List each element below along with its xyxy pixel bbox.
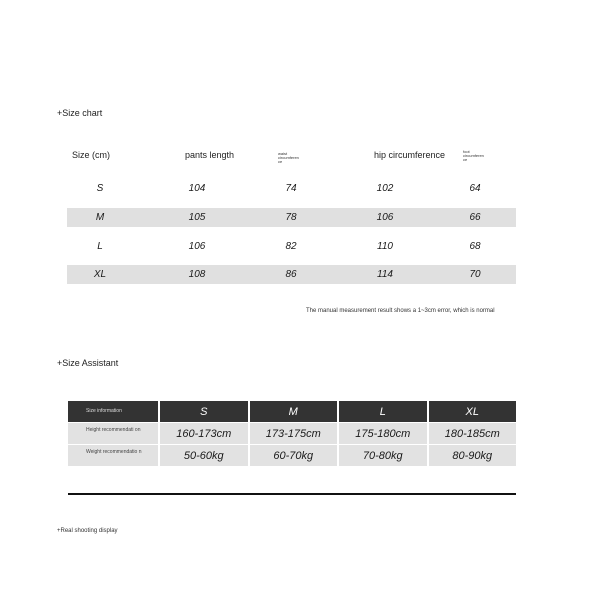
- weight-value: 70-80kg: [339, 445, 427, 466]
- cell-pants-length: 108: [188, 269, 206, 280]
- height-recommendation-label: Height recommendati on: [86, 427, 141, 433]
- size-information-label: Size information: [86, 408, 122, 414]
- table-row: [67, 237, 516, 256]
- assistant-label-cell: [68, 423, 158, 444]
- height-value: 173-175cm: [250, 423, 338, 444]
- real-shooting-title: +Real shooting display: [57, 528, 118, 534]
- cell-waist: 86: [285, 269, 297, 280]
- header-foot: foot circumferen ce: [463, 149, 484, 162]
- cell-size: S: [96, 183, 104, 194]
- table-row: [67, 265, 516, 284]
- height-value: 180-185cm: [429, 423, 517, 444]
- assistant-size-xl: XL: [429, 401, 517, 422]
- cell-size: L: [97, 241, 103, 252]
- cell-hip: 110: [377, 241, 393, 252]
- size-chart-header: [67, 142, 516, 172]
- weight-value: 80-90kg: [429, 445, 517, 466]
- weight-value: 60-70kg: [250, 445, 338, 466]
- cell-hip: 114: [377, 269, 393, 280]
- weight-recommendation-label: Weight recommendatio n: [86, 449, 142, 455]
- size-assistant-title: +Size Assistant: [57, 358, 119, 368]
- assistant-label-cell: [68, 401, 158, 422]
- table-row: [67, 179, 516, 198]
- cell-foot: 64: [469, 183, 481, 194]
- height-value: 175-180cm: [339, 423, 427, 444]
- measurement-note: The manual measurement result shows a 1~3cm error, which is normal: [306, 308, 495, 314]
- cell-foot: 66: [469, 212, 481, 223]
- assistant-size-s: S: [160, 401, 248, 422]
- header-size: Size (cm): [72, 150, 110, 160]
- divider-line: [68, 493, 516, 495]
- weight-value: 50-60kg: [160, 445, 248, 466]
- cell-waist: 74: [285, 183, 297, 194]
- assistant-weight-row: [68, 445, 516, 466]
- header-hip: hip circumference: [374, 150, 446, 160]
- assistant-label-cell: [68, 445, 158, 466]
- cell-size: XL: [93, 269, 107, 280]
- table-row: [67, 208, 516, 227]
- assistant-height-row: [68, 423, 516, 444]
- header-waist: waist circumferen ce: [278, 151, 299, 164]
- cell-pants-length: 105: [188, 212, 206, 223]
- cell-pants-length: 104: [188, 183, 206, 194]
- header-pants-length: pants length: [185, 150, 235, 160]
- assistant-header-row: [68, 401, 516, 422]
- cell-foot: 68: [469, 241, 481, 252]
- cell-waist: 78: [285, 212, 297, 223]
- cell-hip: 106: [376, 212, 394, 223]
- cell-pants-length: 106: [188, 241, 206, 252]
- size-chart-title: +Size chart: [57, 108, 103, 118]
- height-value: 160-173cm: [160, 423, 248, 444]
- assistant-size-m: M: [250, 401, 338, 422]
- cell-waist: 82: [285, 241, 297, 252]
- cell-foot: 70: [469, 269, 481, 280]
- cell-size: M: [95, 212, 105, 223]
- assistant-size-l: L: [339, 401, 427, 422]
- cell-hip: 102: [376, 183, 394, 194]
